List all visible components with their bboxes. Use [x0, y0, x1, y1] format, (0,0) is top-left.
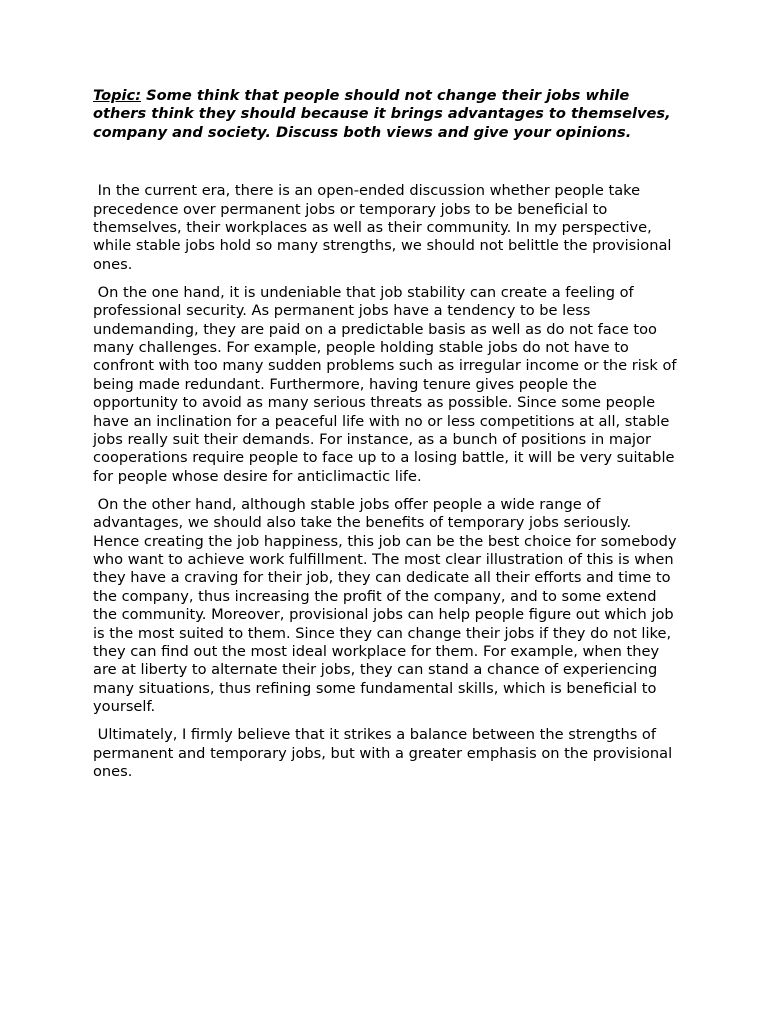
topic-label: Topic: [93, 87, 142, 104]
paragraph-body-1: On the one hand, it is undeniable that job stability can create a feeling of professional security. As permanent jobs have a tendency to be less undemanding, they are paid on a predictable basis as well as do not face too many challenges. For example, people holding stable jobs do not have to confront with too many sudden problems such as irregular income or the risk of being made redundant. Furthermore, having tenure gives people the opportunity to avoid as many serious threats as possible. Since some people have an inclination for a peaceful life with no or less competitions at all, stable jobs really suit their demands. For instance, as a bunch of positions in major cooperations require people to face up to a losing battle, it will be very suitable for people whose desire for anticlimactic life. [93, 283, 682, 485]
essay-topic [93, 87, 678, 142]
essay-body [93, 182, 682, 781]
document-page [93, 87, 682, 791]
topic-text: Some think that people should not change their jobs while others think they should because it brings advantages to themselves, company and society. Discuss both views and give your opinions. [93, 87, 671, 141]
paragraph-body-2: On the other hand, although stable jobs offer people a wide range of advantages, we should also take the benefits of temporary jobs seriously. Hence creating the job happiness, this job can be the best choice for somebody who want to achieve work fulfillment. The most clear illustration of this is when they have a craving for their job, they can dedicate all their efforts and time to the company, thus increasing the profit of the company, and to some extend the community. Moreover, provisional jobs can help people figure out which job is the most suited to them. Since they can change their jobs if they do not like, they can find out the most ideal workplace for them. For example, when they are at liberty to alternate their jobs, they can stand a chance of experiencing many situations, thus refining some fundamental skills, which is beneficial to yourself. [93, 495, 682, 716]
paragraph-conclusion: Ultimately, I firmly believe that it strikes a balance between the strengths of permanent and temporary jobs, but with a greater emphasis on the provisional ones. [93, 726, 677, 780]
paragraph-introduction: In the current era, there is an open-ended discussion whether people take precedence over permanent jobs or temporary jobs to be beneficial to themselves, their workplaces as well as their community. In my perspective, while stable jobs hold so many strengths, we should not belittle the provisional ones. [93, 182, 677, 273]
